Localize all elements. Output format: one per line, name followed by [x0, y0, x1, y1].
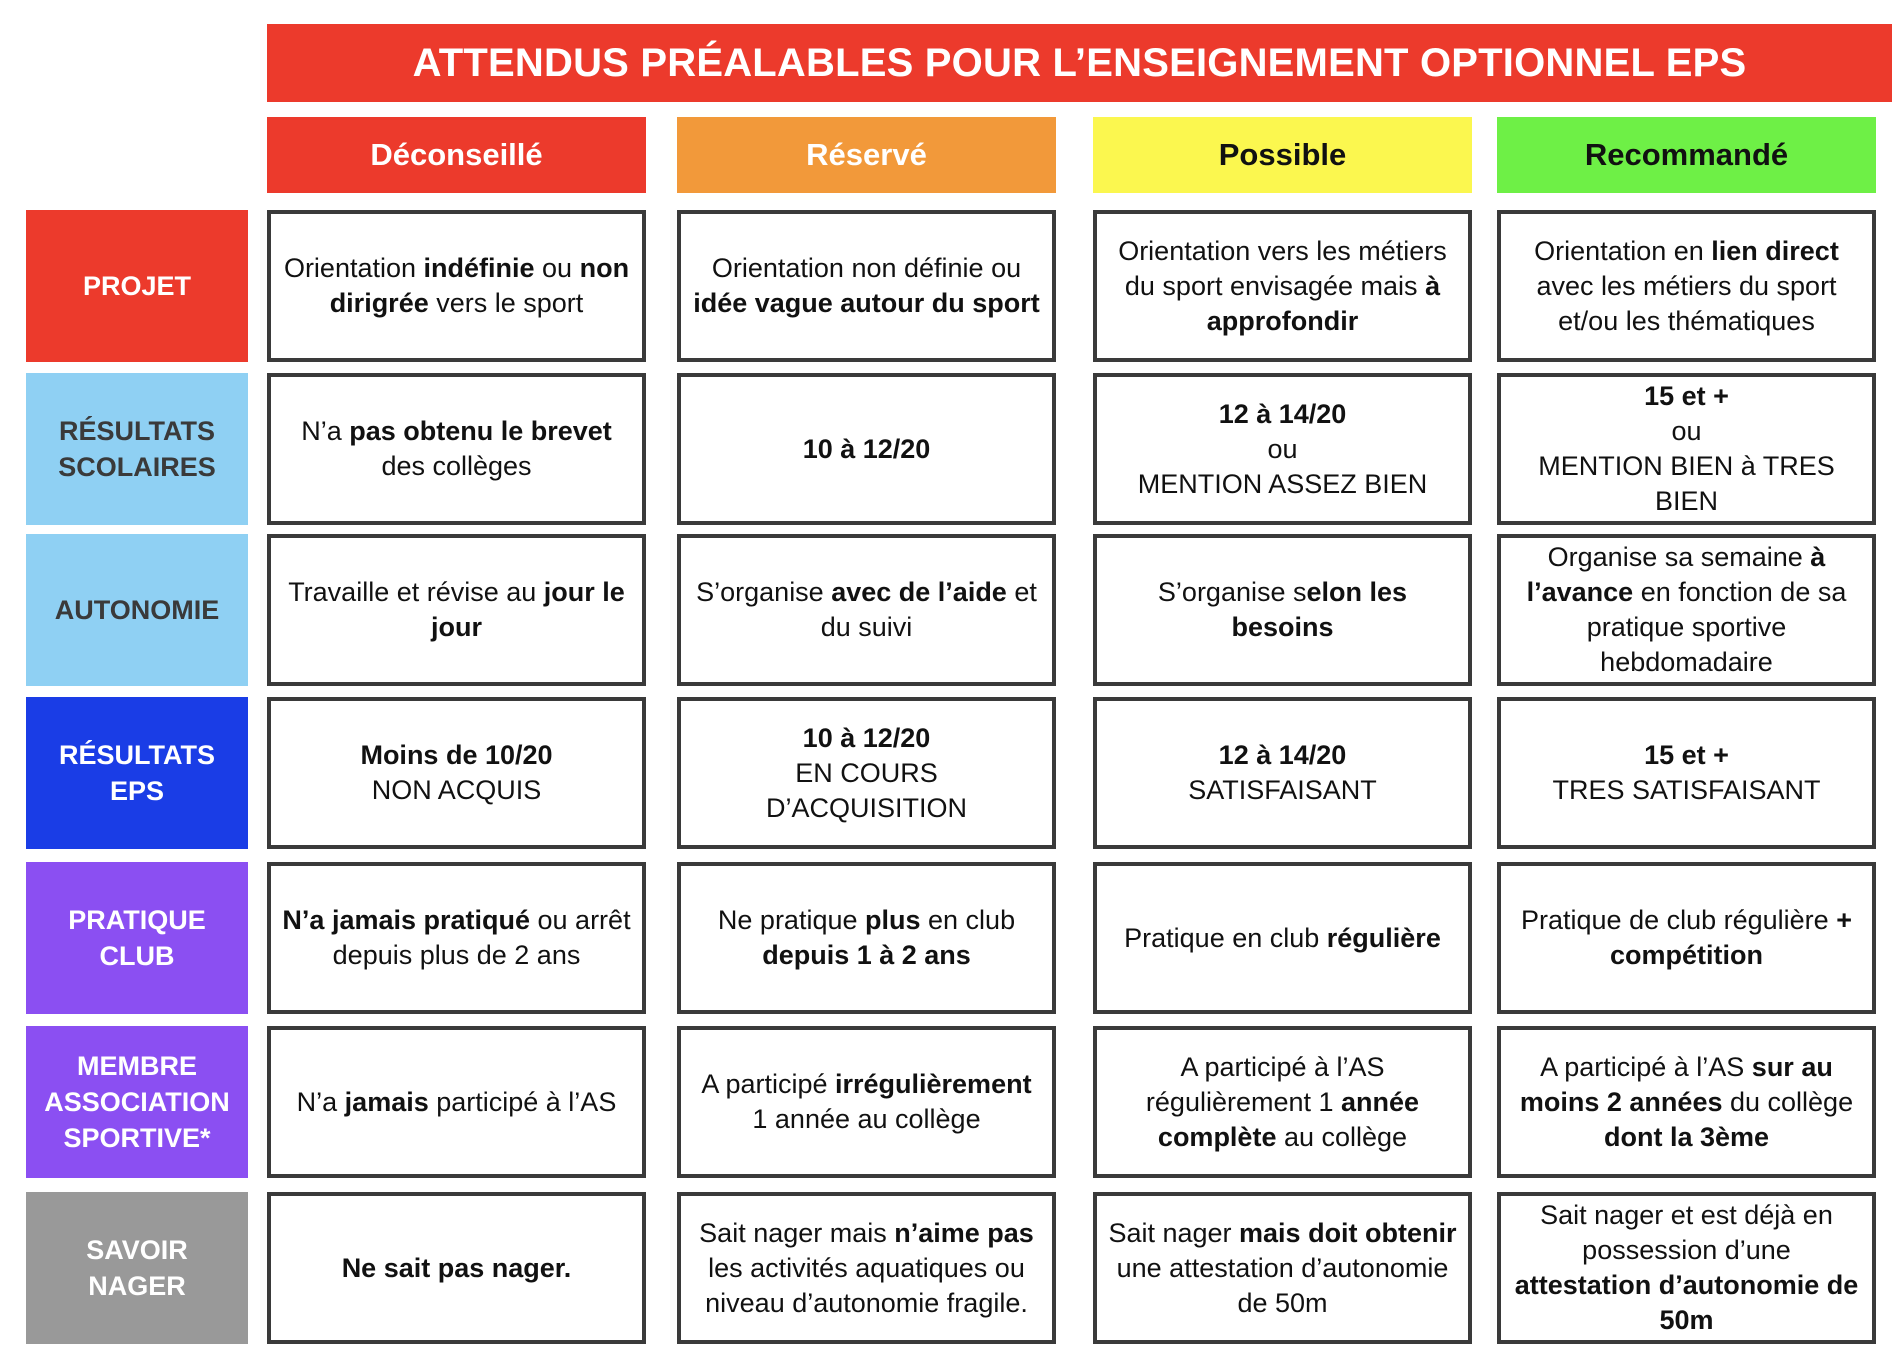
cell-text: [1107, 1216, 1458, 1321]
plain-text: MENTION ASSEZ BIEN: [1137, 468, 1428, 499]
plain-text: A participé: [701, 1069, 835, 1099]
emphasis-text: 15 et +: [1644, 381, 1729, 411]
emphasis-text: jour le jour: [431, 577, 625, 642]
cell-text: [1107, 575, 1458, 645]
plain-text: MENTION BIEN à TRES BIEN: [1538, 451, 1835, 516]
criteria-cell: [1093, 1192, 1472, 1344]
emphasis-text: non dirigrée: [329, 253, 630, 318]
cell-text: [1511, 540, 1862, 680]
emphasis-text: pas obtenu le brevet: [349, 416, 612, 446]
cell-text: [691, 575, 1042, 645]
cell-text: [691, 1216, 1042, 1321]
criteria-cell: [267, 373, 646, 525]
cell-text: [1552, 738, 1820, 808]
cell-text: [281, 251, 632, 321]
plain-text: une attestation d’autonomie de 50m: [1116, 1252, 1449, 1318]
plain-text: NON ACQUIS: [371, 775, 542, 805]
plain-text: des collèges: [381, 451, 532, 481]
criteria-cell: [1497, 862, 1876, 1014]
plain-text: Organise sa semaine: [1547, 542, 1811, 572]
cell-text: [691, 1067, 1042, 1137]
emphasis-text: à approfondir: [1206, 270, 1441, 336]
emphasis-text: 10 à 12/20: [802, 722, 931, 753]
emphasis-text: année complète: [1157, 1086, 1420, 1152]
plain-text: N’a: [296, 1086, 345, 1117]
emphasis-text: à l’avance: [1526, 542, 1826, 607]
plain-text: en club: [920, 905, 1016, 935]
plain-text: Pratique de club régulière: [1521, 905, 1837, 935]
criteria-cell: [1497, 1026, 1876, 1178]
emphasis-text: plus: [865, 905, 921, 935]
plain-text: participé à l’AS: [428, 1086, 617, 1117]
plain-text: EN COURS: [795, 757, 938, 788]
emphasis-text: avec de l’aide: [831, 577, 1007, 607]
emphasis-text: indéfinie: [423, 253, 535, 283]
emphasis-text: dont la 3ème: [1603, 1121, 1770, 1152]
plain-text: et du suivi: [820, 577, 1037, 642]
column-header-1: Réservé: [677, 117, 1056, 193]
criteria-cell: [1093, 373, 1472, 525]
plain-text: ou: [1267, 433, 1298, 464]
criteria-cell: [267, 210, 646, 362]
cell-text: [691, 903, 1042, 973]
row-header-0: PROJET: [26, 210, 248, 362]
plain-text: Orientation: [283, 253, 424, 283]
plain-text: avec les métiers du sport et/ou les thématiques: [1536, 270, 1837, 336]
column-header-2: Possible: [1093, 117, 1472, 193]
plain-text: vers le sport: [428, 288, 584, 318]
criteria-cell: [1497, 534, 1876, 686]
cell-text: [1124, 921, 1441, 956]
plain-text: Sait nager mais: [699, 1217, 895, 1248]
cell-text: [1188, 738, 1377, 808]
emphasis-text: depuis 1 à 2 ans: [762, 940, 971, 970]
cell-text: [691, 251, 1042, 321]
cell-text: [281, 414, 632, 484]
criteria-cell: [677, 1192, 1056, 1344]
cell-text: [1511, 1198, 1862, 1338]
cell-text: [360, 738, 552, 808]
column-header-3: Recommandé: [1497, 117, 1876, 193]
cell-text: [803, 432, 931, 467]
row-header-2: AUTONOMIE: [26, 534, 248, 686]
cell-text: [297, 1085, 617, 1120]
cell-text: [1511, 234, 1862, 339]
criteria-cell: [1497, 1192, 1876, 1344]
cell-text: [1107, 1050, 1458, 1155]
cell-text: [1511, 903, 1862, 973]
plain-text: Orientation non définie ou: [711, 253, 1022, 283]
emphasis-text: attestation d’autonomie de 50m: [1514, 1270, 1859, 1335]
cell-text: [281, 903, 632, 973]
plain-text: Travaille et révise au: [288, 577, 544, 607]
plain-text: du collège: [1722, 1086, 1854, 1117]
emphasis-text: 12 à 14/20: [1218, 398, 1347, 429]
criteria-cell: [1093, 1026, 1472, 1178]
plain-text: 1 année au collège: [752, 1104, 981, 1134]
cell-text: [1511, 1050, 1862, 1155]
plain-text: Sait nager et est déjà en possession d’une: [1540, 1200, 1833, 1265]
criteria-cell: [267, 534, 646, 686]
row-header-6: SAVOIR NAGER: [26, 1192, 248, 1344]
plain-text: ou: [1671, 416, 1702, 446]
cell-text: [1511, 379, 1862, 519]
emphasis-text: idée vague autour du sport: [693, 288, 1040, 318]
cell-text: [281, 575, 632, 645]
row-header-4: PRATIQUE CLUB: [26, 862, 248, 1014]
plain-text: en fonction de sa pratique sportive hebdomadaire: [1586, 577, 1847, 677]
cell-text: [1138, 397, 1428, 502]
emphasis-text: irrégulièrement: [835, 1069, 1032, 1099]
plain-text: Sait nager: [1108, 1217, 1240, 1248]
criteria-cell: [1497, 697, 1876, 849]
plain-text: Pratique en club: [1124, 922, 1327, 953]
plain-text: les activités aquatiques ou niveau d’autonomie fragile.: [705, 1252, 1028, 1318]
criteria-cell: [1497, 210, 1876, 362]
emphasis-text: mais doit obtenir: [1239, 1217, 1457, 1248]
emphasis-text: n’aime pas: [894, 1217, 1034, 1248]
criteria-cell: [1093, 210, 1472, 362]
criteria-cell: [677, 373, 1056, 525]
plain-text: ou arrêt depuis plus de 2 ans: [332, 905, 631, 970]
emphasis-text: 15 et +: [1644, 740, 1729, 770]
plain-text: Ne pratique: [717, 905, 865, 935]
plain-text: ou: [534, 253, 580, 283]
emphasis-text: + compétition: [1610, 905, 1852, 970]
plain-text: TRES SATISFAISANT: [1552, 775, 1821, 805]
criteria-cell: [1093, 534, 1472, 686]
criteria-cell: [267, 1026, 646, 1178]
row-header-3: RÉSULTATS EPS: [26, 697, 248, 849]
cell-text: [766, 721, 967, 826]
plain-text: S’organise s: [1157, 577, 1307, 607]
plain-text: N’a: [301, 416, 350, 446]
emphasis-text: jamais: [344, 1086, 429, 1117]
criteria-cell: [1497, 373, 1876, 525]
table-title: ATTENDUS PRÉALABLES POUR L’ENSEIGNEMENT OPTIONNEL EPS: [267, 24, 1892, 102]
row-header-1: RÉSULTATS SCOLAIRES: [26, 373, 248, 525]
plain-text: Orientation en: [1534, 235, 1712, 266]
plain-text: D’ACQUISITION: [765, 792, 967, 823]
criteria-cell: [677, 862, 1056, 1014]
cell-text: [1107, 234, 1458, 339]
criteria-cell: [677, 697, 1056, 849]
criteria-cell: [677, 1026, 1056, 1178]
plain-text: A participé à l’AS: [1540, 1051, 1752, 1082]
criteria-cell: [677, 210, 1056, 362]
emphasis-text: 12 à 14/20: [1218, 740, 1347, 770]
column-header-0: Déconseillé: [267, 117, 646, 193]
emphasis-text: 10 à 12/20: [802, 433, 931, 464]
emphasis-text: lien direct: [1711, 235, 1839, 266]
criteria-cell: [677, 534, 1056, 686]
plain-text: SATISFAISANT: [1188, 775, 1377, 805]
plain-text: Orientation vers les métiers du sport envisagée mais: [1118, 235, 1447, 301]
cell-text: [342, 1251, 572, 1286]
emphasis-text: elon les besoins: [1231, 577, 1408, 642]
emphasis-text: régulière: [1326, 922, 1441, 953]
plain-text: S’organise: [696, 577, 832, 607]
emphasis-text: sur au moins 2 années: [1519, 1051, 1833, 1117]
plain-text: A participé à l’AS régulièrement 1: [1145, 1051, 1385, 1117]
plain-text: au collège: [1276, 1121, 1408, 1152]
emphasis-text: Ne sait pas nager.: [341, 1252, 572, 1283]
criteria-cell: [1093, 697, 1472, 849]
criteria-cell: [267, 862, 646, 1014]
criteria-cell: [267, 697, 646, 849]
criteria-cell: [1093, 862, 1472, 1014]
emphasis-text: Moins de 10/20: [360, 740, 553, 770]
row-header-5: MEMBRE ASSOCIATION SPORTIVE*: [26, 1026, 248, 1178]
emphasis-text: N’a jamais pratiqué: [282, 905, 531, 935]
criteria-cell: [267, 1192, 646, 1344]
